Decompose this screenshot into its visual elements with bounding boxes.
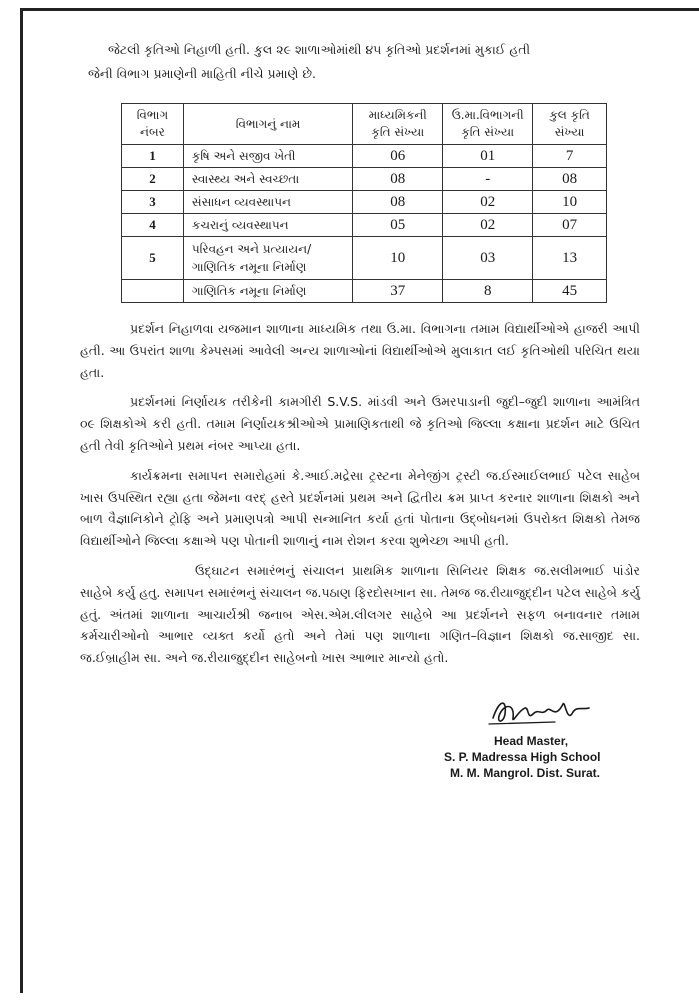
- row-higher-count: 02: [443, 191, 533, 214]
- table-row: [122, 214, 607, 237]
- row-total-count: 45: [533, 280, 607, 303]
- row-number: 2: [122, 168, 184, 191]
- row-section-name: ગાણિતિક નમૂના નિર્માણ: [183, 280, 352, 303]
- row-section-name: કચરાનું વ્યવસ્થાપન: [183, 214, 352, 237]
- handwritten-signature: [485, 690, 605, 734]
- header-secondary-count: માધ્યમિકની કૃતિ સંખ્યા: [353, 104, 443, 145]
- row-secondary-count: 37: [353, 280, 443, 303]
- school-address: M. M. Mangrol. Dist. Surat.: [450, 766, 601, 780]
- paragraph-acknowledgements: ઉદ્ઘાટન સમારંભનું સંચાલન પ્રાથમિક શાળાના સિનિયર શિક્ષક જ.સલીમભાઈ પાંડોર સાહેબે કર્યુ હતુ. સમાપન સમારંભનું સંચાલન જ.પઠાણ ફિરદોસખાન સા. તેમજ જ.રીયાજુદ્દીન પટેલ સાહેબે કર્યુ હતું. અંતમાં શાળાના આચાર્યશ્રી જનાબ એસ.એમ.લીલગર સાહેબે આ પ્રદર્શનને સફળ બનાવનાર તમામ કર્મચારીઓનો આભાર વ્યક્ત કર્યો હતો અને તેમાં પણ શાળાના ગણિત–વિજ્ઞાન શિક્ષકો જ.સાજીદ સા. જ.ઈબ્રાહીમ સા. અને જ.રીયાજુદ્દીન સાહેબનો ખાસ આભાર માન્યો હતો.: [80, 562, 640, 666]
- row-higher-count: -: [443, 168, 533, 191]
- row-secondary-count: 06: [353, 145, 443, 168]
- row-total-count: 07: [533, 214, 607, 237]
- row-total-count: 13: [533, 237, 607, 280]
- row-secondary-count: 08: [353, 168, 443, 191]
- intro-text: [88, 38, 668, 86]
- row-section-name: સંસાધન વ્યવસ્થાપન: [183, 191, 352, 214]
- header-higher-secondary-count: ઉ.મા.વિભાગની કૃતિ સંખ્યા: [443, 104, 533, 145]
- row-higher-count: 02: [443, 214, 533, 237]
- row-number: [122, 280, 184, 303]
- row-section-name: સ્વાસ્થ્ય અને સ્વચ્છતા: [183, 168, 352, 191]
- paragraph-judges: પ્રદર્શનમાં નિર્ણાયક તરીકેની કામગીરી S.V.S. માંડવી અને ઉમરપાડાની જુદી–જુદી શાળાના આમંત્રિત ૦૯ શિક્ષકોએ કરી હતી. તમામ નિર્ણાયકશ્રીઓએ પ્રામાણિકતાથી જે કૃતિઓ જિલ્લા કક્ષાના પ્રદર્શન માટે ઉચિત હતી તેવી કૃતિઓને પ્રથમ નંબર આપ્યા હતા.: [80, 394, 640, 453]
- section-stats-table: [121, 103, 607, 303]
- row-total-count: 08: [533, 168, 607, 191]
- row-number: 4: [122, 214, 184, 237]
- row-section-name: કૃષિ અને સજીવ ખેતી: [183, 145, 352, 168]
- row-secondary-count: 10: [353, 237, 443, 280]
- row-number: 3: [122, 191, 184, 214]
- row-total-count: 7: [533, 145, 607, 168]
- intro-line-2: જેની વિભાગ પ્રમાણેની માહિતી નીચે પ્રમાણે છે.: [88, 66, 317, 81]
- report-body: [80, 318, 640, 677]
- row-number: 1: [122, 145, 184, 168]
- table-row-total: [122, 280, 607, 303]
- table-row: [122, 191, 607, 214]
- row-secondary-count: 05: [353, 214, 443, 237]
- row-total-count: 10: [533, 191, 607, 214]
- row-number: 5: [122, 237, 184, 280]
- intro-line-1: જેટલી કૃતિઓ નિહાળી હતી. કુલ ૨૯ શાળાઓમાંથી ૪૫ કૃતિઓ પ્રદર્શનમાં મુકાઈ હતી: [108, 42, 531, 57]
- table-row: [122, 145, 607, 168]
- paragraph-attendance: પ્રદર્શન નિહાળવા યજમાન શાળાના માધ્યમિક તથા ઉ.મા. વિભાગના તમામ વિદ્યાર્થીઓએ હાજરી આપી હતી. આ ઉપરાંત શાળા કેમ્પસમાં આવેલી અન્ય શાળાઓનાં વિદ્યાર્થીઓએ મુલાકાત લઈ કૃતિઓથી પરિચિત થયા હતા.: [80, 321, 640, 380]
- row-higher-count: 8: [443, 280, 533, 303]
- signature-block: [444, 733, 644, 781]
- table-header-row: [122, 104, 607, 145]
- table-row: [122, 168, 607, 191]
- header-section-name: વિભાગનું નામ: [183, 104, 352, 145]
- row-higher-count: 01: [443, 145, 533, 168]
- header-total-count: કુલ કૃતિ સંખ્યા: [533, 104, 607, 145]
- row-section-name-line-1: પરિવહન અને પ્રત્યાયન/: [191, 242, 312, 256]
- row-section-name-line-2: ગાણિતિક નમૂના નિર્માણ: [191, 260, 307, 274]
- row-secondary-count: 08: [353, 191, 443, 214]
- row-higher-count: 03: [443, 237, 533, 280]
- signatory-title: Head Master,: [494, 734, 569, 748]
- paragraph-closing-ceremony: કાર્યક્રમના સમાપન સમારોહમાં કે.આઈ.મદ્રેસા ટ્રસ્ટના મેનેજીંગ ટ્રસ્ટી જ.ઈસ્માઈલભાઈ પટેલ સાહેબ ખાસ ઉપસ્થિત રહ્યા હતા જેમના વરદ્ હસ્તે પ્રદર્શનમાં પ્રથમ અને દ્વિતીય ક્રમ પ્રાપ્ત કરનાર શાળાના શિક્ષકો અને બાળ વૈજ્ઞાનિકોને ટ્રોફિ અને પ્રમાણપત્રો આપી સન્માનિત કર્યા હતાં પોતાના ઉદ્બોધનમાં ઉપરોક્ત શિક્ષકો તેમજ વિદ્યાર્થીઓને જિલ્લા કક્ષાએ પણ પોતાની શાળાનું નામ રોશન કરવા શુભેચ્છા આપી હતી.: [80, 467, 640, 549]
- row-section-name: [183, 237, 352, 280]
- header-section-no: વિભાગ નંબર: [122, 104, 184, 145]
- school-name: S. P. Madressa High School: [444, 750, 601, 764]
- table-row: [122, 237, 607, 280]
